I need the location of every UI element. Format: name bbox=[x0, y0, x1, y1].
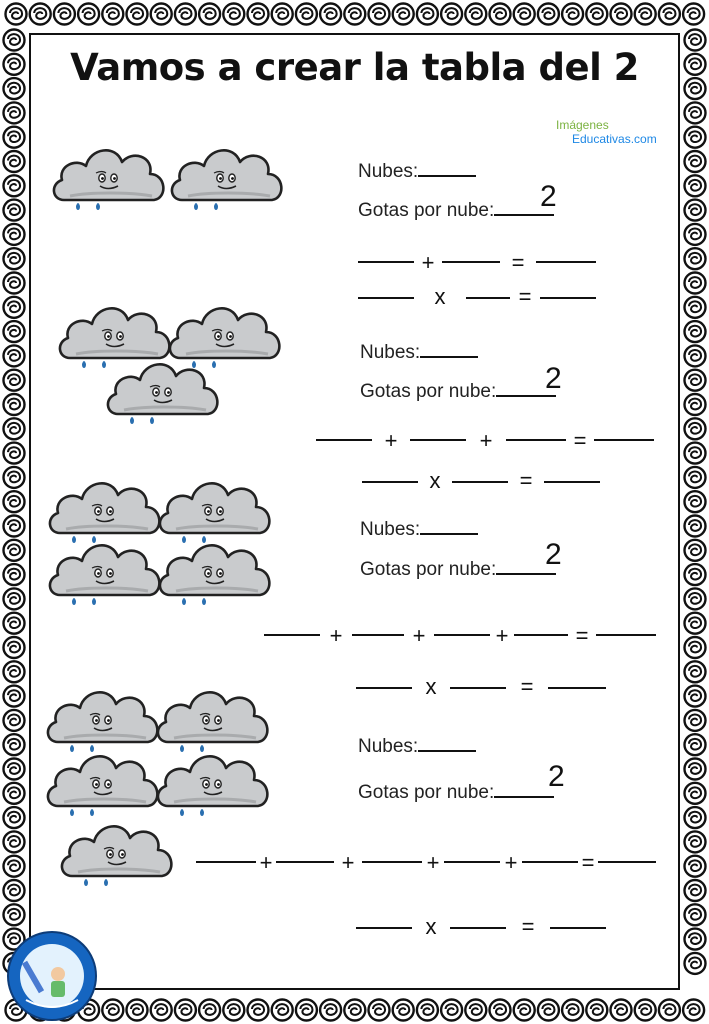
gotas-value: 2 bbox=[545, 362, 562, 395]
plus-sign: + bbox=[341, 850, 355, 875]
equals-sign: = bbox=[511, 250, 525, 275]
plus-sign: + bbox=[412, 623, 426, 648]
gotas-value: 2 bbox=[540, 180, 557, 213]
equals-sign: = bbox=[519, 468, 533, 493]
equals-sign: = bbox=[581, 850, 595, 875]
times-sign: x bbox=[434, 284, 446, 309]
equals-sign: = bbox=[575, 623, 589, 648]
page-title: Vamos a crear la tabla del 2 bbox=[70, 46, 639, 89]
nubes-label-text: Nubes: bbox=[358, 736, 419, 757]
plus-sign: + bbox=[426, 850, 440, 875]
equals-sign: = bbox=[518, 284, 532, 309]
gotas-value: 2 bbox=[548, 760, 565, 793]
equals-sign: = bbox=[520, 674, 534, 699]
gotas-value: 2 bbox=[545, 538, 562, 571]
plus-sign: + bbox=[479, 428, 493, 453]
gotas-label-text: Gotas por nube: bbox=[360, 381, 497, 402]
gotas-label-text: Gotas por nube: bbox=[358, 200, 495, 221]
plus-sign: + bbox=[495, 623, 509, 648]
times-sign: x bbox=[425, 914, 437, 939]
plus-sign: + bbox=[384, 428, 398, 453]
times-sign: x bbox=[425, 674, 437, 699]
gotas-label-text: Gotas por nube: bbox=[358, 782, 495, 803]
gotas-label-text: Gotas por nube: bbox=[360, 559, 497, 580]
brand-line-2: Educativas.com bbox=[572, 132, 657, 146]
plus-sign: + bbox=[504, 850, 518, 875]
equals-sign: = bbox=[573, 428, 587, 453]
plus-sign: + bbox=[329, 623, 343, 648]
plus-sign: + bbox=[259, 850, 273, 875]
nubes-label-text: Nubes: bbox=[360, 342, 421, 363]
nubes-label-text: Nubes: bbox=[358, 161, 419, 182]
nubes-label-text: Nubes: bbox=[360, 519, 421, 540]
times-sign: x bbox=[429, 468, 441, 493]
site-logo bbox=[6, 930, 98, 1022]
plus-sign: + bbox=[421, 250, 435, 275]
brand-line-1: Imágenes bbox=[556, 118, 609, 132]
equals-sign: = bbox=[521, 914, 535, 939]
